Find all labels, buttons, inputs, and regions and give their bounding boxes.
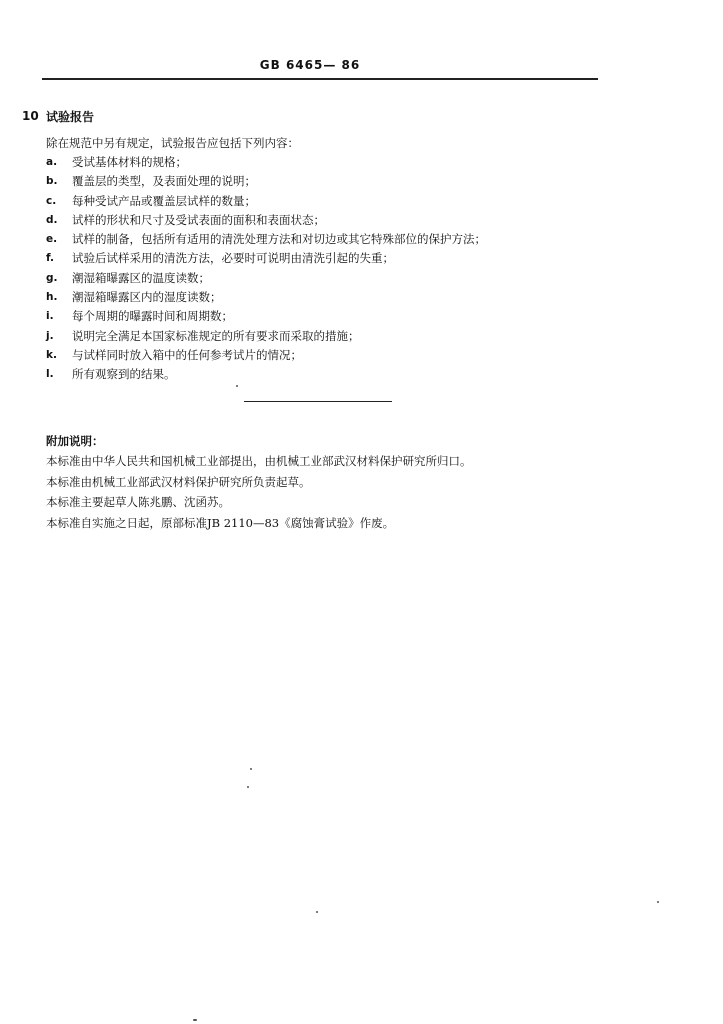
scan-speck	[193, 1019, 197, 1021]
item-text: 所有观察到的结果。	[72, 367, 176, 382]
scan-speck	[247, 786, 249, 788]
scan-speck	[316, 911, 318, 913]
list-item	[46, 288, 662, 307]
item-text: 潮湿箱曝露区的温度读数；	[72, 270, 210, 285]
item-text: 潮湿箱曝露区内的湿度读数；	[72, 290, 222, 305]
item-text: 每种受试产品或覆盖层试样的数量；	[72, 193, 256, 208]
list-item	[46, 307, 662, 326]
list-item	[46, 153, 662, 172]
scan-speck	[250, 768, 252, 770]
standard-code-header: GB 6465— 86	[259, 58, 361, 72]
item-text: 覆盖层的类型，及表面处理的说明；	[72, 174, 256, 189]
item-text: 试验后试样采用的清洗方法，必要时可说明由清洗引起的失重；	[72, 251, 394, 266]
item-letter: g.	[46, 271, 58, 284]
note-line: 本标准由机械工业部武汉材料保护研究所负责起草。	[46, 474, 311, 489]
item-letter: c.	[46, 194, 57, 207]
item-text: 试样的形状和尺寸及受试表面的面积和表面状态；	[72, 212, 325, 227]
item-letter: a.	[46, 156, 58, 168]
list-item	[46, 269, 662, 288]
item-text: 每个周期的曝露时间和周期数；	[72, 309, 233, 324]
section-heading	[22, 106, 662, 126]
header-rule	[42, 78, 598, 80]
note-line: 本标准自实施之日起，原部标准JB 2110—83《腐蚀膏试验》作废。	[46, 515, 395, 530]
section-number: 10	[22, 109, 39, 123]
item-letter: b.	[46, 175, 58, 188]
item-text: 与试样同时放入箱中的任何参考试片的情况；	[72, 347, 302, 362]
list-item	[46, 192, 662, 211]
section-end-rule	[244, 401, 392, 402]
item-letter: d.	[46, 213, 58, 226]
item-text: 说明完全满足本国家标准规定的所有要求而采取的措施；	[72, 328, 360, 343]
item-text: 受试基体材料的规格；	[72, 155, 187, 169]
additional-notes	[46, 431, 666, 533]
item-letter: l.	[46, 368, 54, 381]
scan-speck	[236, 385, 238, 387]
item-text: 试样的制备，包括所有适用的清洗处理方法和对切边或其它特殊部位的保护方法；	[72, 232, 486, 247]
item-letter: j.	[46, 329, 54, 342]
list-item	[46, 230, 662, 249]
item-letter: i.	[46, 310, 54, 323]
list-item	[46, 327, 662, 346]
notes-title: 附加说明：	[46, 434, 104, 448]
list-item	[46, 249, 662, 268]
list-item	[46, 365, 662, 384]
item-letter: f.	[46, 252, 54, 265]
note-line: 本标准主要起草人陈兆鹏、沈函苏。	[46, 495, 230, 509]
section-intro: 除在规范中另有规定，试验报告应包括下列内容：	[46, 136, 299, 150]
item-letter: h.	[46, 291, 58, 304]
item-letter: k.	[46, 348, 57, 361]
list-item	[46, 211, 662, 230]
item-letter: e.	[46, 233, 58, 246]
test-report-section	[22, 106, 662, 385]
list-item	[46, 172, 662, 191]
note-line: 本标准由中华人民共和国机械工业部提出，由机械工业部武汉材料保护研究所归口。	[46, 454, 472, 468]
list-item	[46, 346, 662, 365]
section-title: 试验报告	[46, 109, 95, 124]
report-items-list	[46, 153, 662, 385]
scan-speck	[657, 901, 659, 903]
